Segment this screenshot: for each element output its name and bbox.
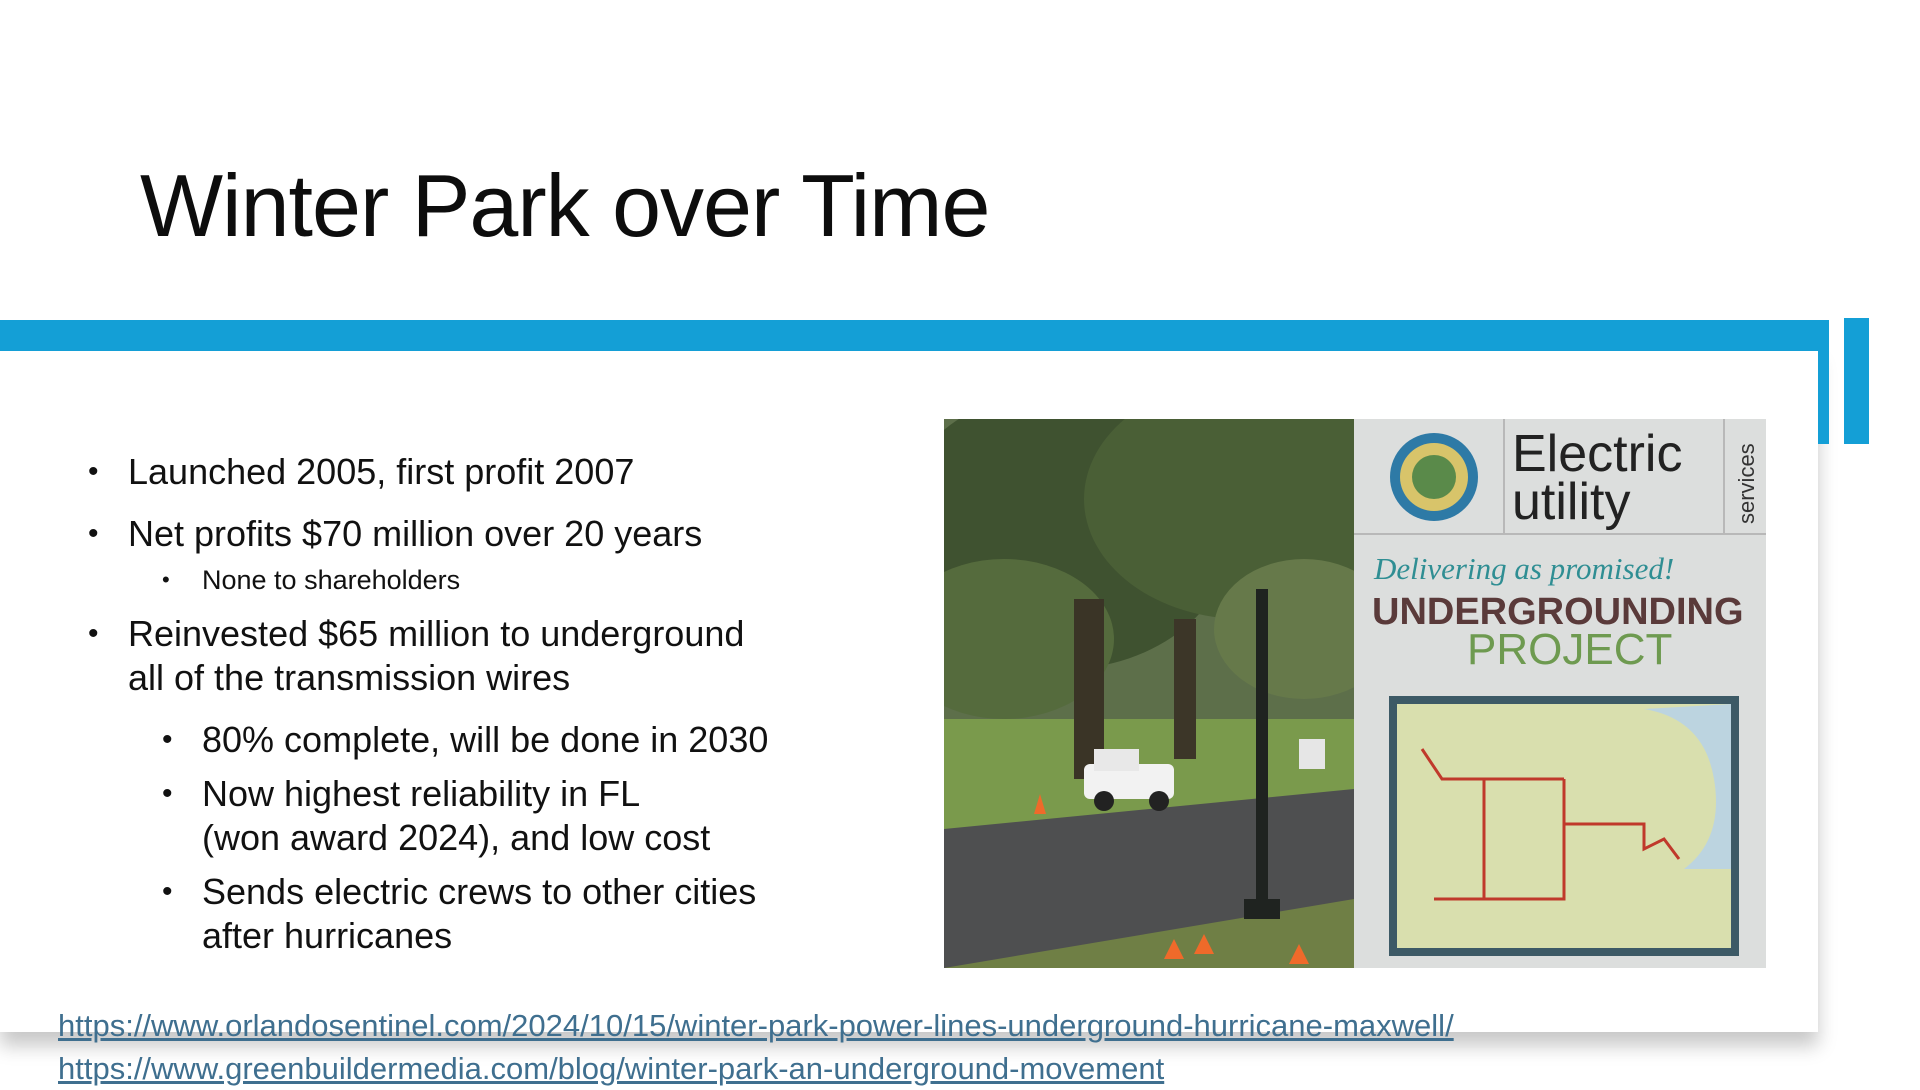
- accent-tab: [1844, 318, 1869, 444]
- sign-title-2: utility: [1512, 473, 1631, 531]
- sub-bullet-reliability: • Now highest reliability in FL (won award 2024), and low cost: [86, 772, 886, 860]
- bullet-launched: • Launched 2005, first profit 2007: [86, 450, 886, 494]
- link-green-builder[interactable]: https://www.greenbuildermedia.com/blog/winter-park-an-underground-movement: [58, 1051, 1165, 1086]
- sub-bullet-complete: • 80% complete, will be done in 2030: [86, 718, 886, 762]
- sign-title-1: Electric: [1512, 425, 1683, 483]
- sign-headline-2: PROJECT: [1467, 625, 1673, 674]
- bullet-net-profits: • Net profits $70 million over 20 years: [86, 512, 886, 556]
- sign-headline-1: UNDERGROUNDING: [1372, 591, 1744, 633]
- sign-side-text: services: [1734, 443, 1759, 524]
- undergrounding-photo: [944, 419, 1766, 968]
- slide-title: Winter Park over Time: [140, 156, 990, 255]
- sign-tagline: Delivering as promised!: [1374, 551, 1675, 586]
- source-links: [58, 1004, 1454, 1090]
- sub-bullet-crews: • Sends electric crews to other cities after hurricanes: [86, 870, 886, 958]
- bullet-reinvested: • Reinvested $65 million to underground all of the transmission wires: [86, 612, 886, 700]
- link-orlando-sentinel[interactable]: https://www.orlandosentinel.com/2024/10/15/winter-park-power-lines-underground-hurricane-maxwell/: [58, 1008, 1454, 1043]
- bullet-list: [86, 450, 886, 968]
- sub-bullet-shareholders: • None to shareholders: [86, 562, 886, 598]
- accent-bar-edge: [1818, 320, 1829, 444]
- accent-bar: [0, 320, 1829, 351]
